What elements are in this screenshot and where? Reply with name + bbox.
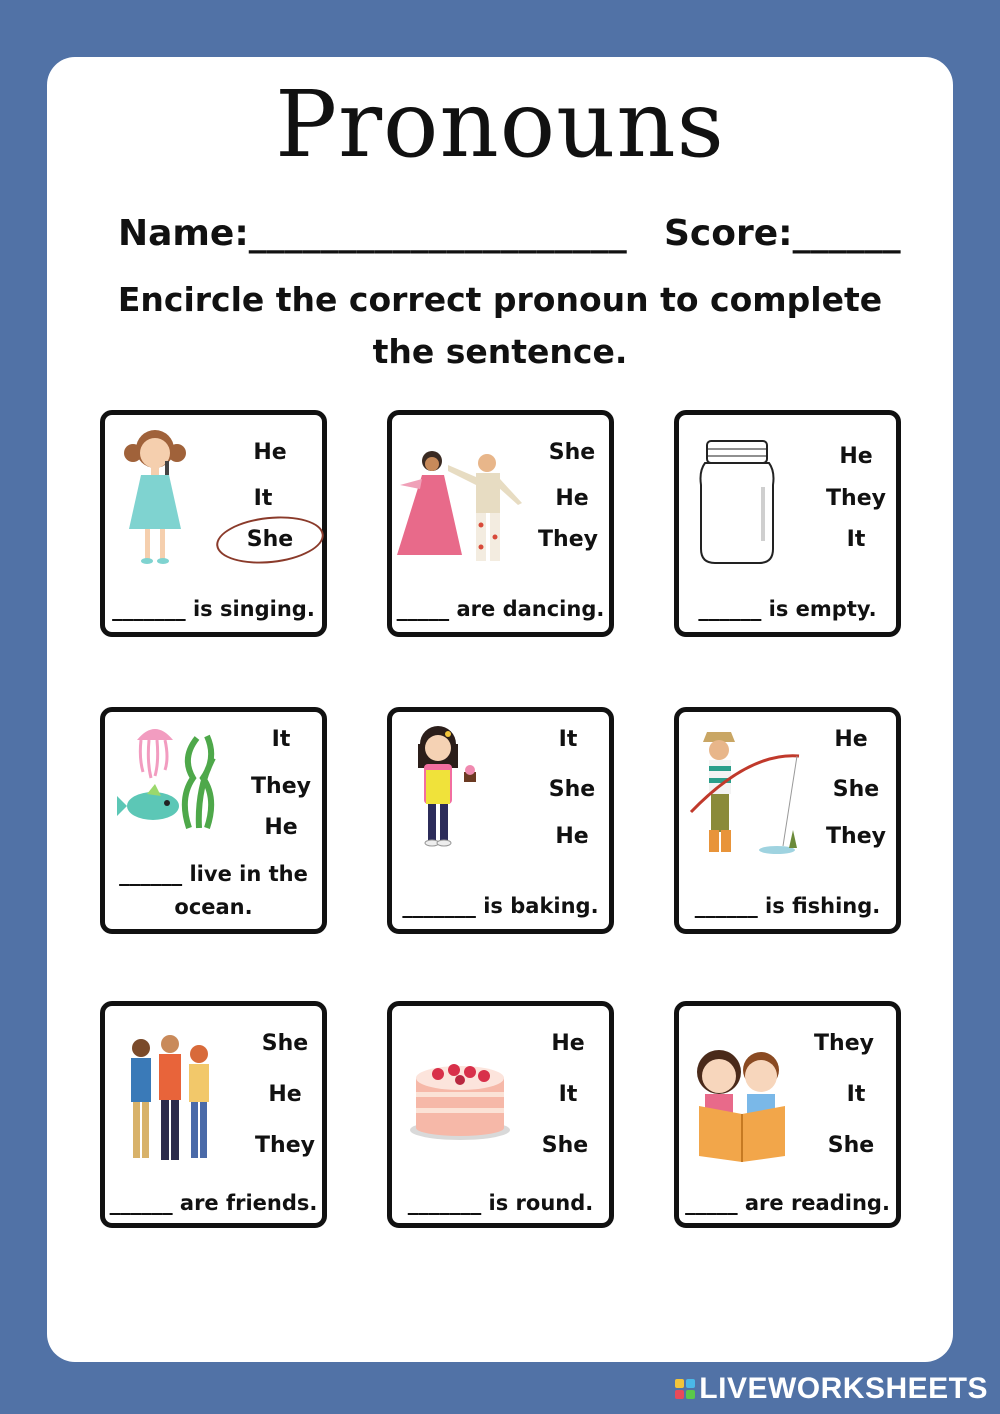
liveworksheets-logo [675, 1372, 988, 1406]
option-she[interactable]: She [827, 1133, 875, 1158]
option-she[interactable]: She [548, 440, 596, 465]
option-he[interactable]: He [834, 727, 868, 752]
girl-baking-icon [404, 722, 484, 857]
option-he[interactable]: He [551, 1031, 585, 1056]
option-they[interactable]: They [255, 1133, 315, 1158]
option-she[interactable]: She [261, 1031, 309, 1056]
option-they[interactable]: They [814, 1031, 874, 1056]
sentence-text: _______ is baking. [402, 894, 599, 918]
option-she[interactable]: She [541, 1133, 589, 1158]
option-they[interactable]: They [826, 824, 886, 849]
question-card-9 [674, 1001, 901, 1228]
name-field[interactable]: Name:_____________________ [118, 213, 627, 254]
sentence-text: ______ live in the ocean. [119, 862, 308, 919]
option-it[interactable]: It [558, 1082, 578, 1107]
sentence-text: _____ are dancing. [396, 597, 605, 621]
option-it[interactable]: It [846, 1082, 866, 1107]
kids-reading-icon [687, 1042, 797, 1162]
answer-circle-mark [214, 511, 326, 568]
sea-creatures-icon [117, 718, 232, 833]
question-card-6 [674, 707, 901, 934]
empty-jar-icon [697, 437, 777, 567]
instruction-text: Encircle the correct pronoun to complete the sentence. [117, 280, 883, 371]
option-he[interactable]: He [839, 444, 873, 469]
question-card-7 [100, 1001, 327, 1228]
round-cake-icon [408, 1056, 513, 1146]
worksheet-title: Pronouns [275, 71, 725, 178]
sentence-text: ______ is empty. [698, 597, 877, 621]
option-she[interactable]: She [246, 527, 294, 552]
option-he[interactable]: He [253, 440, 287, 465]
sentence-text: ______ is fishing. [694, 894, 881, 918]
option-it[interactable]: It [846, 527, 866, 552]
option-he[interactable]: He [268, 1082, 302, 1107]
sentence-text: _______ is singing. [112, 597, 315, 621]
option-he[interactable]: He [555, 486, 589, 511]
question-card-1 [100, 410, 327, 637]
couple-dancing-icon [392, 445, 527, 570]
sentence-text: _______ is round. [407, 1191, 594, 1215]
boy-fishing-icon [689, 722, 804, 862]
option-they[interactable]: They [538, 527, 598, 552]
sentence-text: _____ are reading. [685, 1191, 890, 1215]
girl-singing-icon [115, 421, 195, 571]
option-they[interactable]: They [251, 774, 311, 799]
question-card-8 [387, 1001, 614, 1228]
friends-group-icon [125, 1032, 220, 1164]
option-she[interactable]: She [832, 777, 880, 802]
option-he[interactable]: He [264, 815, 298, 840]
question-card-2 [387, 410, 614, 637]
logo-grid-icon [675, 1379, 695, 1399]
option-it[interactable]: It [558, 727, 578, 752]
question-card-4 [100, 707, 327, 934]
sentence-text: ______ are friends. [109, 1191, 318, 1215]
watermark-text: LIVEWORKSHEETS [699, 1372, 988, 1405]
question-card-3 [674, 410, 901, 637]
option-he[interactable]: He [555, 824, 589, 849]
option-she[interactable]: She [548, 777, 596, 802]
score-field[interactable]: Score:______ [664, 213, 901, 254]
option-they[interactable]: They [826, 486, 886, 511]
option-it[interactable]: It [253, 486, 273, 511]
question-card-5 [387, 707, 614, 934]
option-it[interactable]: It [271, 727, 291, 752]
